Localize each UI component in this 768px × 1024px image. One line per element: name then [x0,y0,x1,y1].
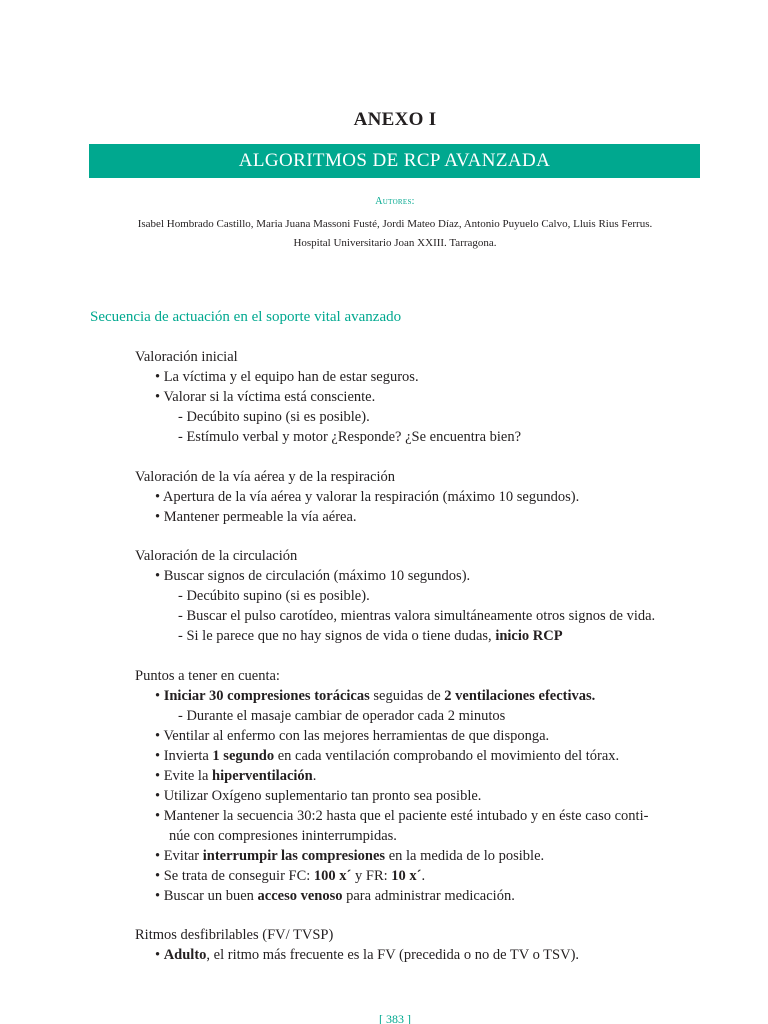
sub-item: - Estímulo verbal y motor ¿Responde? ¿Se encuentra bien? [178,429,522,445]
list-item [135,686,705,706]
block-title: Valoración de la circulación [135,548,298,564]
list-item [135,945,705,965]
bullet-text: . [312,768,317,784]
bullet-text: . [421,868,426,884]
sub-item: - Decúbito supino (si es posible). [178,409,370,425]
title-bar [89,144,700,178]
bullet-emphasis: 1 segundo [212,748,275,764]
block-puntos [135,666,705,906]
block-circulacion [135,546,705,646]
list-item-continuation: núe con compresiones ininterrumpidas. [169,828,397,844]
bullet-text: para administrar medicación. [342,888,515,904]
page-number: [ 383 ] [379,1012,411,1024]
sub-item: - Buscar el pulso carotídeo, mientras valora simultáneamente otros signos de vida. [178,608,656,624]
bullet-text: • Evite la [155,768,213,784]
sub-item [135,626,705,646]
list-item [135,846,705,866]
bullet-text: en cada ventilación comprobando el movimiento del tórax. [274,748,620,764]
authors-line: Isabel Hombrado Castillo, Maria Juana Massoni Fusté, Jordi Mateo Díaz, Antonio Puyuelo Calvo, Lluis Rius Ferrus. [137,218,653,230]
bullet-text: en la medida de lo posible. [385,848,545,864]
section-heading: Secuencia de actuación en el soporte vital avanzado [90,309,402,325]
bullet-emphasis: 2 ventilaciones efectivas. [444,688,596,704]
list-item [135,746,705,766]
list-item [135,866,705,886]
block-valoracion-inicial [135,347,705,447]
bullet-text: • Se trata de conseguir FC: [155,868,314,884]
bullet-text: y FR: [351,868,392,884]
list-item [135,766,705,786]
list-item: • Mantener permeable la vía aérea. [155,509,357,525]
list-item: • Mantener la secuencia 30:2 hasta que el paciente esté intubado y en éste caso conti- [155,808,649,824]
sub-item-emphasis: inicio RCP [495,628,563,644]
block-ritmos [135,925,705,965]
authors-label: Autores: [375,196,415,207]
list-item: • La víctima y el equipo han de estar seguros. [155,369,419,385]
bullet-emphasis: 10 x´ [391,868,422,884]
bullet-emphasis: Iniciar 30 compresiones torácicas [163,688,370,704]
block-title: Puntos a tener en cuenta: [135,668,280,684]
bullet-text: • Evitar [155,848,203,864]
list-item: • Buscar signos de circulación (máximo 10 segundos). [155,568,471,584]
list-item: • Apertura de la vía aérea y valorar la respiración (máximo 10 segundos). [155,489,580,505]
bullet-emphasis: interrumpir las compresiones [202,848,386,864]
bullet-emphasis: 100 x´ [313,868,352,884]
sub-item: - Decúbito supino (si es posible). [178,588,370,604]
block-title: Ritmos desfibrilables (FV/ TVSP) [135,927,334,943]
list-item [135,886,705,906]
bullet-emphasis: acceso venoso [257,888,343,904]
bullet-emphasis: hiperventilación [212,768,313,784]
affiliation-line: Hospital Universitario Joan XXIII. Tarragona. [293,237,497,249]
sub-item-text: - Si le parece que no hay signos de vida o tiene dudas, [178,628,496,644]
list-item: • Valorar si la víctima está consciente. [155,389,376,405]
page-title: ALGORITMOS DE RCP AVANZADA [238,150,551,171]
annex-label: ANEXO I [353,109,437,130]
block-via-aerea [135,467,705,527]
bullet-text: • Buscar un buen [155,888,258,904]
bullet-text: seguidas de [369,688,445,704]
list-item: • Utilizar Oxígeno suplementario tan pronto sea posible. [155,788,482,804]
block-title: Valoración inicial [135,349,238,365]
authors-names [0,215,768,253]
list-item: • Ventilar al enfermo con las mejores herramientas de que disponga. [155,728,550,744]
bullet-text: • [155,947,164,963]
block-title: Valoración de la vía aérea y de la respiración [135,469,396,485]
bullet-text: , el ritmo más frecuente es la FV (precedida o no de TV o TSV). [206,947,580,963]
bullet-emphasis: Adulto [163,947,207,963]
sub-item: - Durante el masaje cambiar de operador cada 2 minutos [178,708,506,724]
bullet-text: • Invierta [155,748,213,764]
bullet-text: • [155,688,164,704]
